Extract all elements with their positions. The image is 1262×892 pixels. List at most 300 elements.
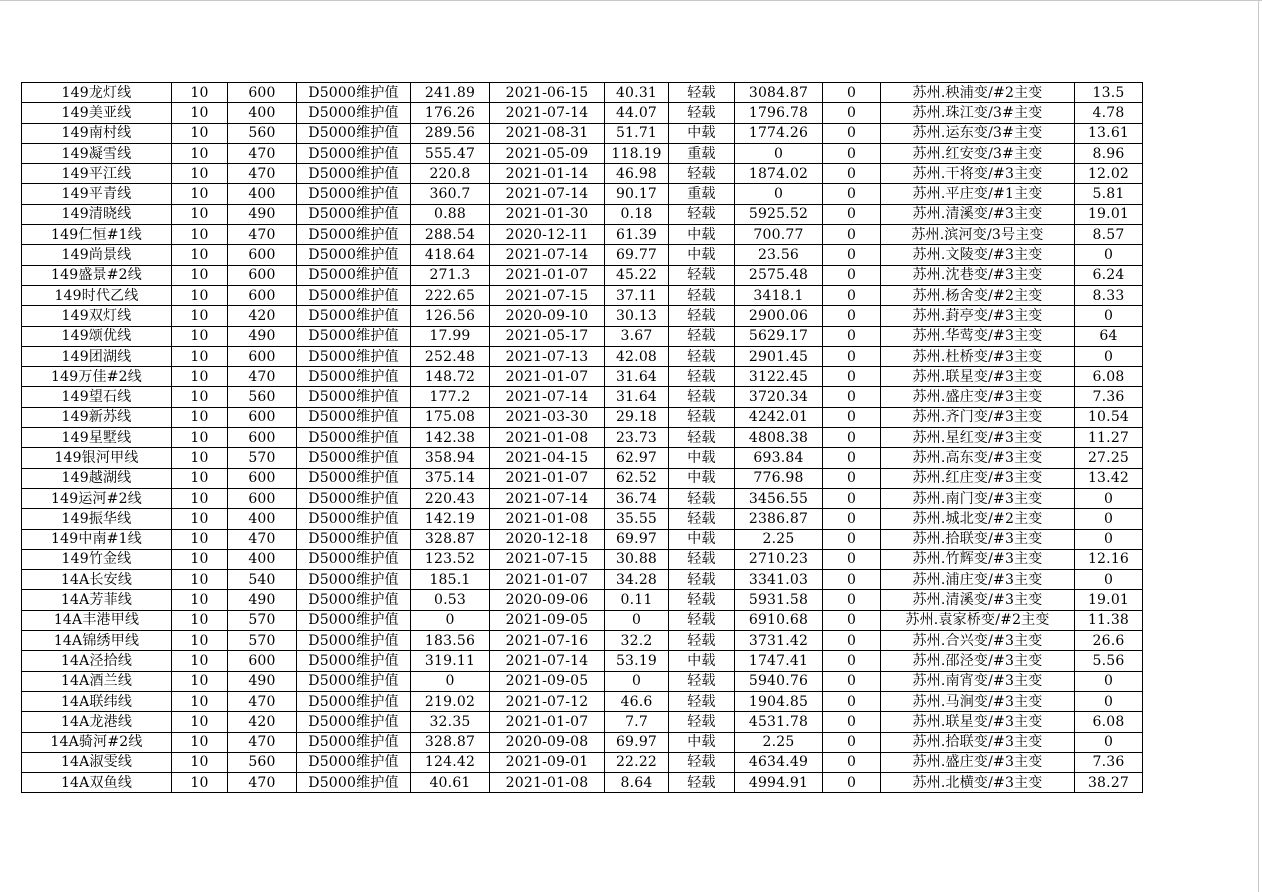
load-rate-cell: 30.13 (605, 306, 669, 326)
date-cell: 2021-05-17 (490, 326, 605, 346)
substation-transformer-cell: 苏州.干将变/#3主变 (881, 164, 1075, 184)
zero-value-cell: 0 (823, 773, 881, 793)
voltage-cell: 10 (172, 407, 228, 427)
remaining-capacity-cell: 4994.91 (735, 773, 823, 793)
rated-current-cell: 570 (228, 631, 297, 651)
table-row (22, 468, 1143, 488)
data-source-cell: D5000维护值 (297, 346, 411, 366)
substation-transformer-cell: 苏州.合兴变/#3主变 (881, 631, 1075, 651)
voltage-cell: 10 (172, 529, 228, 549)
last-value-cell: 26.6 (1075, 631, 1143, 651)
current-value-cell: 241.89 (411, 83, 490, 103)
data-source-cell: D5000维护值 (297, 509, 411, 529)
substation-transformer-cell: 苏州.邵泾变/#3主变 (881, 651, 1075, 671)
last-value-cell: 6.08 (1075, 367, 1143, 387)
voltage-cell: 10 (172, 387, 228, 407)
substation-transformer-cell: 苏州.秧浦变/#2主变 (881, 83, 1075, 103)
last-value-cell: 5.56 (1075, 651, 1143, 671)
table-row (22, 164, 1143, 184)
voltage-cell: 10 (172, 671, 228, 691)
voltage-cell: 10 (172, 83, 228, 103)
date-cell: 2021-09-05 (490, 671, 605, 691)
rated-current-cell: 400 (228, 509, 297, 529)
data-source-cell: D5000维护值 (297, 265, 411, 285)
table-row (22, 265, 1143, 285)
rated-current-cell: 470 (228, 367, 297, 387)
remaining-capacity-cell: 2900.06 (735, 306, 823, 326)
zero-value-cell: 0 (823, 631, 881, 651)
remaining-capacity-cell: 1774.26 (735, 123, 823, 143)
zero-value-cell: 0 (823, 184, 881, 204)
current-value-cell: 126.56 (411, 306, 490, 326)
zero-value-cell: 0 (823, 752, 881, 772)
rated-current-cell: 470 (228, 164, 297, 184)
substation-transformer-cell: 苏州.杨舍变/#2主变 (881, 285, 1075, 305)
load-rate-cell: 31.64 (605, 387, 669, 407)
table-row (22, 143, 1143, 163)
load-rate-cell: 42.08 (605, 346, 669, 366)
date-cell: 2020-09-06 (490, 590, 605, 610)
last-value-cell: 7.36 (1075, 387, 1143, 407)
substation-transformer-cell: 苏州.盛庄变/#3主变 (881, 387, 1075, 407)
data-source-cell: D5000维护值 (297, 590, 411, 610)
rated-current-cell: 600 (228, 285, 297, 305)
table-row (22, 570, 1143, 590)
table-row (22, 631, 1143, 651)
rated-current-cell: 600 (228, 468, 297, 488)
substation-transformer-cell: 苏州.沈巷变/#3主变 (881, 265, 1075, 285)
table-row (22, 83, 1143, 103)
data-source-cell: D5000维护值 (297, 570, 411, 590)
remaining-capacity-cell: 4634.49 (735, 752, 823, 772)
line-name-cell: 149越湖线 (22, 468, 172, 488)
voltage-cell: 10 (172, 285, 228, 305)
date-cell: 2021-01-07 (490, 468, 605, 488)
rated-current-cell: 600 (228, 428, 297, 448)
substation-transformer-cell: 苏州.竹辉变/#3主变 (881, 549, 1075, 569)
table-row (22, 225, 1143, 245)
date-cell: 2020-09-10 (490, 306, 605, 326)
remaining-capacity-cell: 4242.01 (735, 407, 823, 427)
date-cell: 2021-01-08 (490, 428, 605, 448)
zero-value-cell: 0 (823, 570, 881, 590)
current-value-cell: 32.35 (411, 712, 490, 732)
voltage-cell: 10 (172, 367, 228, 387)
substation-transformer-cell: 苏州.红庄变/#3主变 (881, 468, 1075, 488)
last-value-cell: 0 (1075, 509, 1143, 529)
load-rate-cell: 61.39 (605, 225, 669, 245)
voltage-cell: 10 (172, 184, 228, 204)
last-value-cell: 0 (1075, 346, 1143, 366)
table-row (22, 691, 1143, 711)
remaining-capacity-cell: 1796.78 (735, 103, 823, 123)
line-name-cell: 149平江线 (22, 164, 172, 184)
voltage-cell: 10 (172, 631, 228, 651)
load-rate-cell: 69.97 (605, 529, 669, 549)
load-rate-cell: 44.07 (605, 103, 669, 123)
voltage-cell: 10 (172, 204, 228, 224)
load-status-cell: 重载 (669, 184, 735, 204)
rated-current-cell: 600 (228, 407, 297, 427)
last-value-cell: 13.42 (1075, 468, 1143, 488)
current-value-cell: 183.56 (411, 631, 490, 651)
rated-current-cell: 600 (228, 488, 297, 508)
current-value-cell: 0 (411, 671, 490, 691)
line-name-cell: 149振华线 (22, 509, 172, 529)
voltage-cell: 10 (172, 143, 228, 163)
load-rate-cell: 46.6 (605, 691, 669, 711)
load-rate-cell: 0.11 (605, 590, 669, 610)
voltage-cell: 10 (172, 610, 228, 630)
zero-value-cell: 0 (823, 245, 881, 265)
substation-transformer-cell: 苏州.星红变/#3主变 (881, 428, 1075, 448)
line-name-cell: 14A联纬线 (22, 691, 172, 711)
current-value-cell: 328.87 (411, 732, 490, 752)
load-status-cell: 轻载 (669, 773, 735, 793)
data-source-cell: D5000维护值 (297, 752, 411, 772)
date-cell: 2021-05-09 (490, 143, 605, 163)
line-name-cell: 149盛景#2线 (22, 265, 172, 285)
rated-current-cell: 470 (228, 529, 297, 549)
load-status-cell: 轻载 (669, 204, 735, 224)
load-rate-cell: 37.11 (605, 285, 669, 305)
zero-value-cell: 0 (823, 651, 881, 671)
date-cell: 2021-07-15 (490, 285, 605, 305)
current-value-cell: 418.64 (411, 245, 490, 265)
last-value-cell: 7.36 (1075, 752, 1143, 772)
substation-transformer-cell: 苏州.葑亭变/#3主变 (881, 306, 1075, 326)
remaining-capacity-cell: 0 (735, 143, 823, 163)
data-source-cell: D5000维护值 (297, 529, 411, 549)
line-name-cell: 14A长安线 (22, 570, 172, 590)
substation-transformer-cell: 苏州.城北变/#2主变 (881, 509, 1075, 529)
remaining-capacity-cell: 700.77 (735, 225, 823, 245)
last-value-cell: 12.16 (1075, 549, 1143, 569)
table-row (22, 306, 1143, 326)
line-name-cell: 149竹金线 (22, 549, 172, 569)
voltage-cell: 10 (172, 712, 228, 732)
last-value-cell: 38.27 (1075, 773, 1143, 793)
remaining-capacity-cell: 2901.45 (735, 346, 823, 366)
date-cell: 2021-08-31 (490, 123, 605, 143)
data-source-cell: D5000维护值 (297, 712, 411, 732)
current-value-cell: 124.42 (411, 752, 490, 772)
line-name-cell: 149平青线 (22, 184, 172, 204)
line-name-cell: 149望石线 (22, 387, 172, 407)
zero-value-cell: 0 (823, 549, 881, 569)
load-rate-cell: 62.52 (605, 468, 669, 488)
substation-transformer-cell: 苏州.清溪变/#3主变 (881, 590, 1075, 610)
remaining-capacity-cell: 2.25 (735, 529, 823, 549)
current-value-cell: 17.99 (411, 326, 490, 346)
current-value-cell: 176.26 (411, 103, 490, 123)
remaining-capacity-cell: 23.56 (735, 245, 823, 265)
remaining-capacity-cell: 693.84 (735, 448, 823, 468)
rated-current-cell: 470 (228, 732, 297, 752)
current-value-cell: 177.2 (411, 387, 490, 407)
table-row (22, 346, 1143, 366)
table-row (22, 610, 1143, 630)
table-row (22, 285, 1143, 305)
last-value-cell: 0 (1075, 529, 1143, 549)
line-name-cell: 149中南#1线 (22, 529, 172, 549)
remaining-capacity-cell: 6910.68 (735, 610, 823, 630)
load-rate-cell: 7.7 (605, 712, 669, 732)
zero-value-cell: 0 (823, 225, 881, 245)
current-value-cell: 555.47 (411, 143, 490, 163)
zero-value-cell: 0 (823, 103, 881, 123)
data-source-cell: D5000维护值 (297, 651, 411, 671)
remaining-capacity-cell: 1747.41 (735, 651, 823, 671)
line-name-cell: 149新苏线 (22, 407, 172, 427)
voltage-cell: 10 (172, 306, 228, 326)
line-name-cell: 149团湖线 (22, 346, 172, 366)
date-cell: 2021-07-15 (490, 549, 605, 569)
voltage-cell: 10 (172, 448, 228, 468)
load-rate-cell: 29.18 (605, 407, 669, 427)
substation-transformer-cell: 苏州.北横变/#3主变 (881, 773, 1075, 793)
voltage-cell: 10 (172, 732, 228, 752)
rated-current-cell: 600 (228, 651, 297, 671)
current-value-cell: 40.61 (411, 773, 490, 793)
load-rate-cell: 22.22 (605, 752, 669, 772)
table-row (22, 590, 1143, 610)
rated-current-cell: 570 (228, 610, 297, 630)
last-value-cell: 4.78 (1075, 103, 1143, 123)
last-value-cell: 64 (1075, 326, 1143, 346)
rated-current-cell: 490 (228, 204, 297, 224)
load-status-cell: 中载 (669, 651, 735, 671)
zero-value-cell: 0 (823, 509, 881, 529)
load-rate-cell: 53.19 (605, 651, 669, 671)
voltage-cell: 10 (172, 225, 228, 245)
zero-value-cell: 0 (823, 387, 881, 407)
load-rate-cell: 34.28 (605, 570, 669, 590)
rated-current-cell: 600 (228, 265, 297, 285)
load-status-cell: 中载 (669, 123, 735, 143)
substation-transformer-cell: 苏州.南门变/#3主变 (881, 488, 1075, 508)
table-row (22, 488, 1143, 508)
load-rate-cell: 0 (605, 671, 669, 691)
load-status-cell: 轻载 (669, 671, 735, 691)
substation-transformer-cell: 苏州.文陵变/#3主变 (881, 245, 1075, 265)
zero-value-cell: 0 (823, 164, 881, 184)
last-value-cell: 0 (1075, 306, 1143, 326)
date-cell: 2021-07-14 (490, 184, 605, 204)
load-status-cell: 轻载 (669, 691, 735, 711)
data-source-cell: D5000维护值 (297, 549, 411, 569)
current-value-cell: 175.08 (411, 407, 490, 427)
line-name-cell: 149颂优线 (22, 326, 172, 346)
load-rate-cell: 23.73 (605, 428, 669, 448)
date-cell: 2021-01-07 (490, 712, 605, 732)
load-status-cell: 轻载 (669, 407, 735, 427)
zero-value-cell: 0 (823, 488, 881, 508)
voltage-cell: 10 (172, 752, 228, 772)
remaining-capacity-cell: 2386.87 (735, 509, 823, 529)
current-value-cell: 288.54 (411, 225, 490, 245)
data-source-cell: D5000维护值 (297, 285, 411, 305)
voltage-cell: 10 (172, 346, 228, 366)
load-rate-cell: 8.64 (605, 773, 669, 793)
remaining-capacity-cell: 5931.58 (735, 590, 823, 610)
date-cell: 2021-01-14 (490, 164, 605, 184)
date-cell: 2021-07-16 (490, 631, 605, 651)
current-value-cell: 185.1 (411, 570, 490, 590)
data-source-cell: D5000维护值 (297, 103, 411, 123)
remaining-capacity-cell: 3720.34 (735, 387, 823, 407)
load-status-cell: 轻载 (669, 306, 735, 326)
data-source-cell: D5000维护值 (297, 387, 411, 407)
data-source-cell: D5000维护值 (297, 732, 411, 752)
remaining-capacity-cell: 1904.85 (735, 691, 823, 711)
voltage-cell: 10 (172, 488, 228, 508)
rated-current-cell: 470 (228, 691, 297, 711)
voltage-cell: 10 (172, 570, 228, 590)
zero-value-cell: 0 (823, 732, 881, 752)
data-source-cell: D5000维护值 (297, 143, 411, 163)
last-value-cell: 0 (1075, 488, 1143, 508)
load-status-cell: 中载 (669, 468, 735, 488)
last-value-cell: 0 (1075, 732, 1143, 752)
remaining-capacity-cell: 5940.76 (735, 671, 823, 691)
substation-transformer-cell: 苏州.清溪变/#3主变 (881, 204, 1075, 224)
rated-current-cell: 600 (228, 83, 297, 103)
last-value-cell: 8.57 (1075, 225, 1143, 245)
zero-value-cell: 0 (823, 204, 881, 224)
date-cell: 2021-09-05 (490, 610, 605, 630)
zero-value-cell: 0 (823, 428, 881, 448)
voltage-cell: 10 (172, 773, 228, 793)
date-cell: 2021-07-14 (490, 103, 605, 123)
zero-value-cell: 0 (823, 367, 881, 387)
voltage-cell: 10 (172, 123, 228, 143)
substation-transformer-cell: 苏州.拾联变/#3主变 (881, 529, 1075, 549)
table-row (22, 712, 1143, 732)
zero-value-cell: 0 (823, 265, 881, 285)
date-cell: 2021-01-07 (490, 265, 605, 285)
table-row (22, 752, 1143, 772)
date-cell: 2021-06-15 (490, 83, 605, 103)
current-value-cell: 0.53 (411, 590, 490, 610)
load-rate-cell: 35.55 (605, 509, 669, 529)
rated-current-cell: 560 (228, 752, 297, 772)
date-cell: 2021-07-14 (490, 651, 605, 671)
voltage-cell: 10 (172, 428, 228, 448)
date-cell: 2021-07-12 (490, 691, 605, 711)
load-rate-cell: 31.64 (605, 367, 669, 387)
rated-current-cell: 470 (228, 225, 297, 245)
rated-current-cell: 570 (228, 448, 297, 468)
rated-current-cell: 600 (228, 245, 297, 265)
current-value-cell: 0 (411, 610, 490, 630)
current-value-cell: 220.43 (411, 488, 490, 508)
data-source-cell: D5000维护值 (297, 671, 411, 691)
load-status-cell: 中载 (669, 529, 735, 549)
substation-transformer-cell: 苏州.盛庄变/#3主变 (881, 752, 1075, 772)
load-status-cell: 轻载 (669, 428, 735, 448)
date-cell: 2020-09-08 (490, 732, 605, 752)
data-source-cell: D5000维护值 (297, 631, 411, 651)
remaining-capacity-cell: 5629.17 (735, 326, 823, 346)
zero-value-cell: 0 (823, 83, 881, 103)
substation-transformer-cell: 苏州.滨河变/3号主变 (881, 225, 1075, 245)
current-value-cell: 220.8 (411, 164, 490, 184)
data-source-cell: D5000维护值 (297, 245, 411, 265)
rated-current-cell: 420 (228, 306, 297, 326)
page-top-edge (0, 0, 1262, 1)
remaining-capacity-cell: 4531.78 (735, 712, 823, 732)
voltage-cell: 10 (172, 509, 228, 529)
table-row (22, 651, 1143, 671)
line-name-cell: 14A酒兰线 (22, 671, 172, 691)
substation-transformer-cell: 苏州.平庄变/#1主变 (881, 184, 1075, 204)
line-name-cell: 14A骑河#2线 (22, 732, 172, 752)
last-value-cell: 6.08 (1075, 712, 1143, 732)
line-name-cell: 149龙灯线 (22, 83, 172, 103)
load-status-cell: 重载 (669, 143, 735, 163)
line-name-cell: 149时代乙线 (22, 285, 172, 305)
remaining-capacity-cell: 2.25 (735, 732, 823, 752)
table-row (22, 671, 1143, 691)
load-rate-cell: 90.17 (605, 184, 669, 204)
rated-current-cell: 400 (228, 549, 297, 569)
load-status-cell: 轻载 (669, 164, 735, 184)
last-value-cell: 0 (1075, 245, 1143, 265)
data-source-cell: D5000维护值 (297, 773, 411, 793)
line-name-cell: 14A淑雯线 (22, 752, 172, 772)
table-row (22, 773, 1143, 793)
load-status-cell: 轻载 (669, 326, 735, 346)
load-status-cell: 轻载 (669, 265, 735, 285)
table-row (22, 407, 1143, 427)
load-status-cell: 轻载 (669, 285, 735, 305)
data-source-cell: D5000维护值 (297, 428, 411, 448)
current-value-cell: 271.3 (411, 265, 490, 285)
load-status-cell: 中载 (669, 225, 735, 245)
line-name-cell: 14A泾拾线 (22, 651, 172, 671)
line-name-cell: 14A双鱼线 (22, 773, 172, 793)
data-source-cell: D5000维护值 (297, 225, 411, 245)
voltage-cell: 10 (172, 691, 228, 711)
line-name-cell: 149双灯线 (22, 306, 172, 326)
load-status-cell: 轻载 (669, 387, 735, 407)
line-name-cell: 149星墅线 (22, 428, 172, 448)
load-rate-cell: 45.22 (605, 265, 669, 285)
zero-value-cell: 0 (823, 448, 881, 468)
table-row (22, 448, 1143, 468)
data-source-cell: D5000维护值 (297, 184, 411, 204)
line-name-cell: 14A龙港线 (22, 712, 172, 732)
date-cell: 2021-04-15 (490, 448, 605, 468)
substation-transformer-cell: 苏州.联星变/#3主变 (881, 712, 1075, 732)
load-rate-cell: 36.74 (605, 488, 669, 508)
voltage-cell: 10 (172, 468, 228, 488)
line-name-cell: 149美亚线 (22, 103, 172, 123)
load-status-cell: 轻载 (669, 570, 735, 590)
date-cell: 2021-03-30 (490, 407, 605, 427)
zero-value-cell: 0 (823, 346, 881, 366)
load-rate-cell: 69.97 (605, 732, 669, 752)
rated-current-cell: 540 (228, 570, 297, 590)
remaining-capacity-cell: 5925.52 (735, 204, 823, 224)
last-value-cell: 0 (1075, 691, 1143, 711)
current-value-cell: 375.14 (411, 468, 490, 488)
voltage-cell: 10 (172, 326, 228, 346)
load-status-cell: 中载 (669, 245, 735, 265)
zero-value-cell: 0 (823, 143, 881, 163)
table-row (22, 184, 1143, 204)
